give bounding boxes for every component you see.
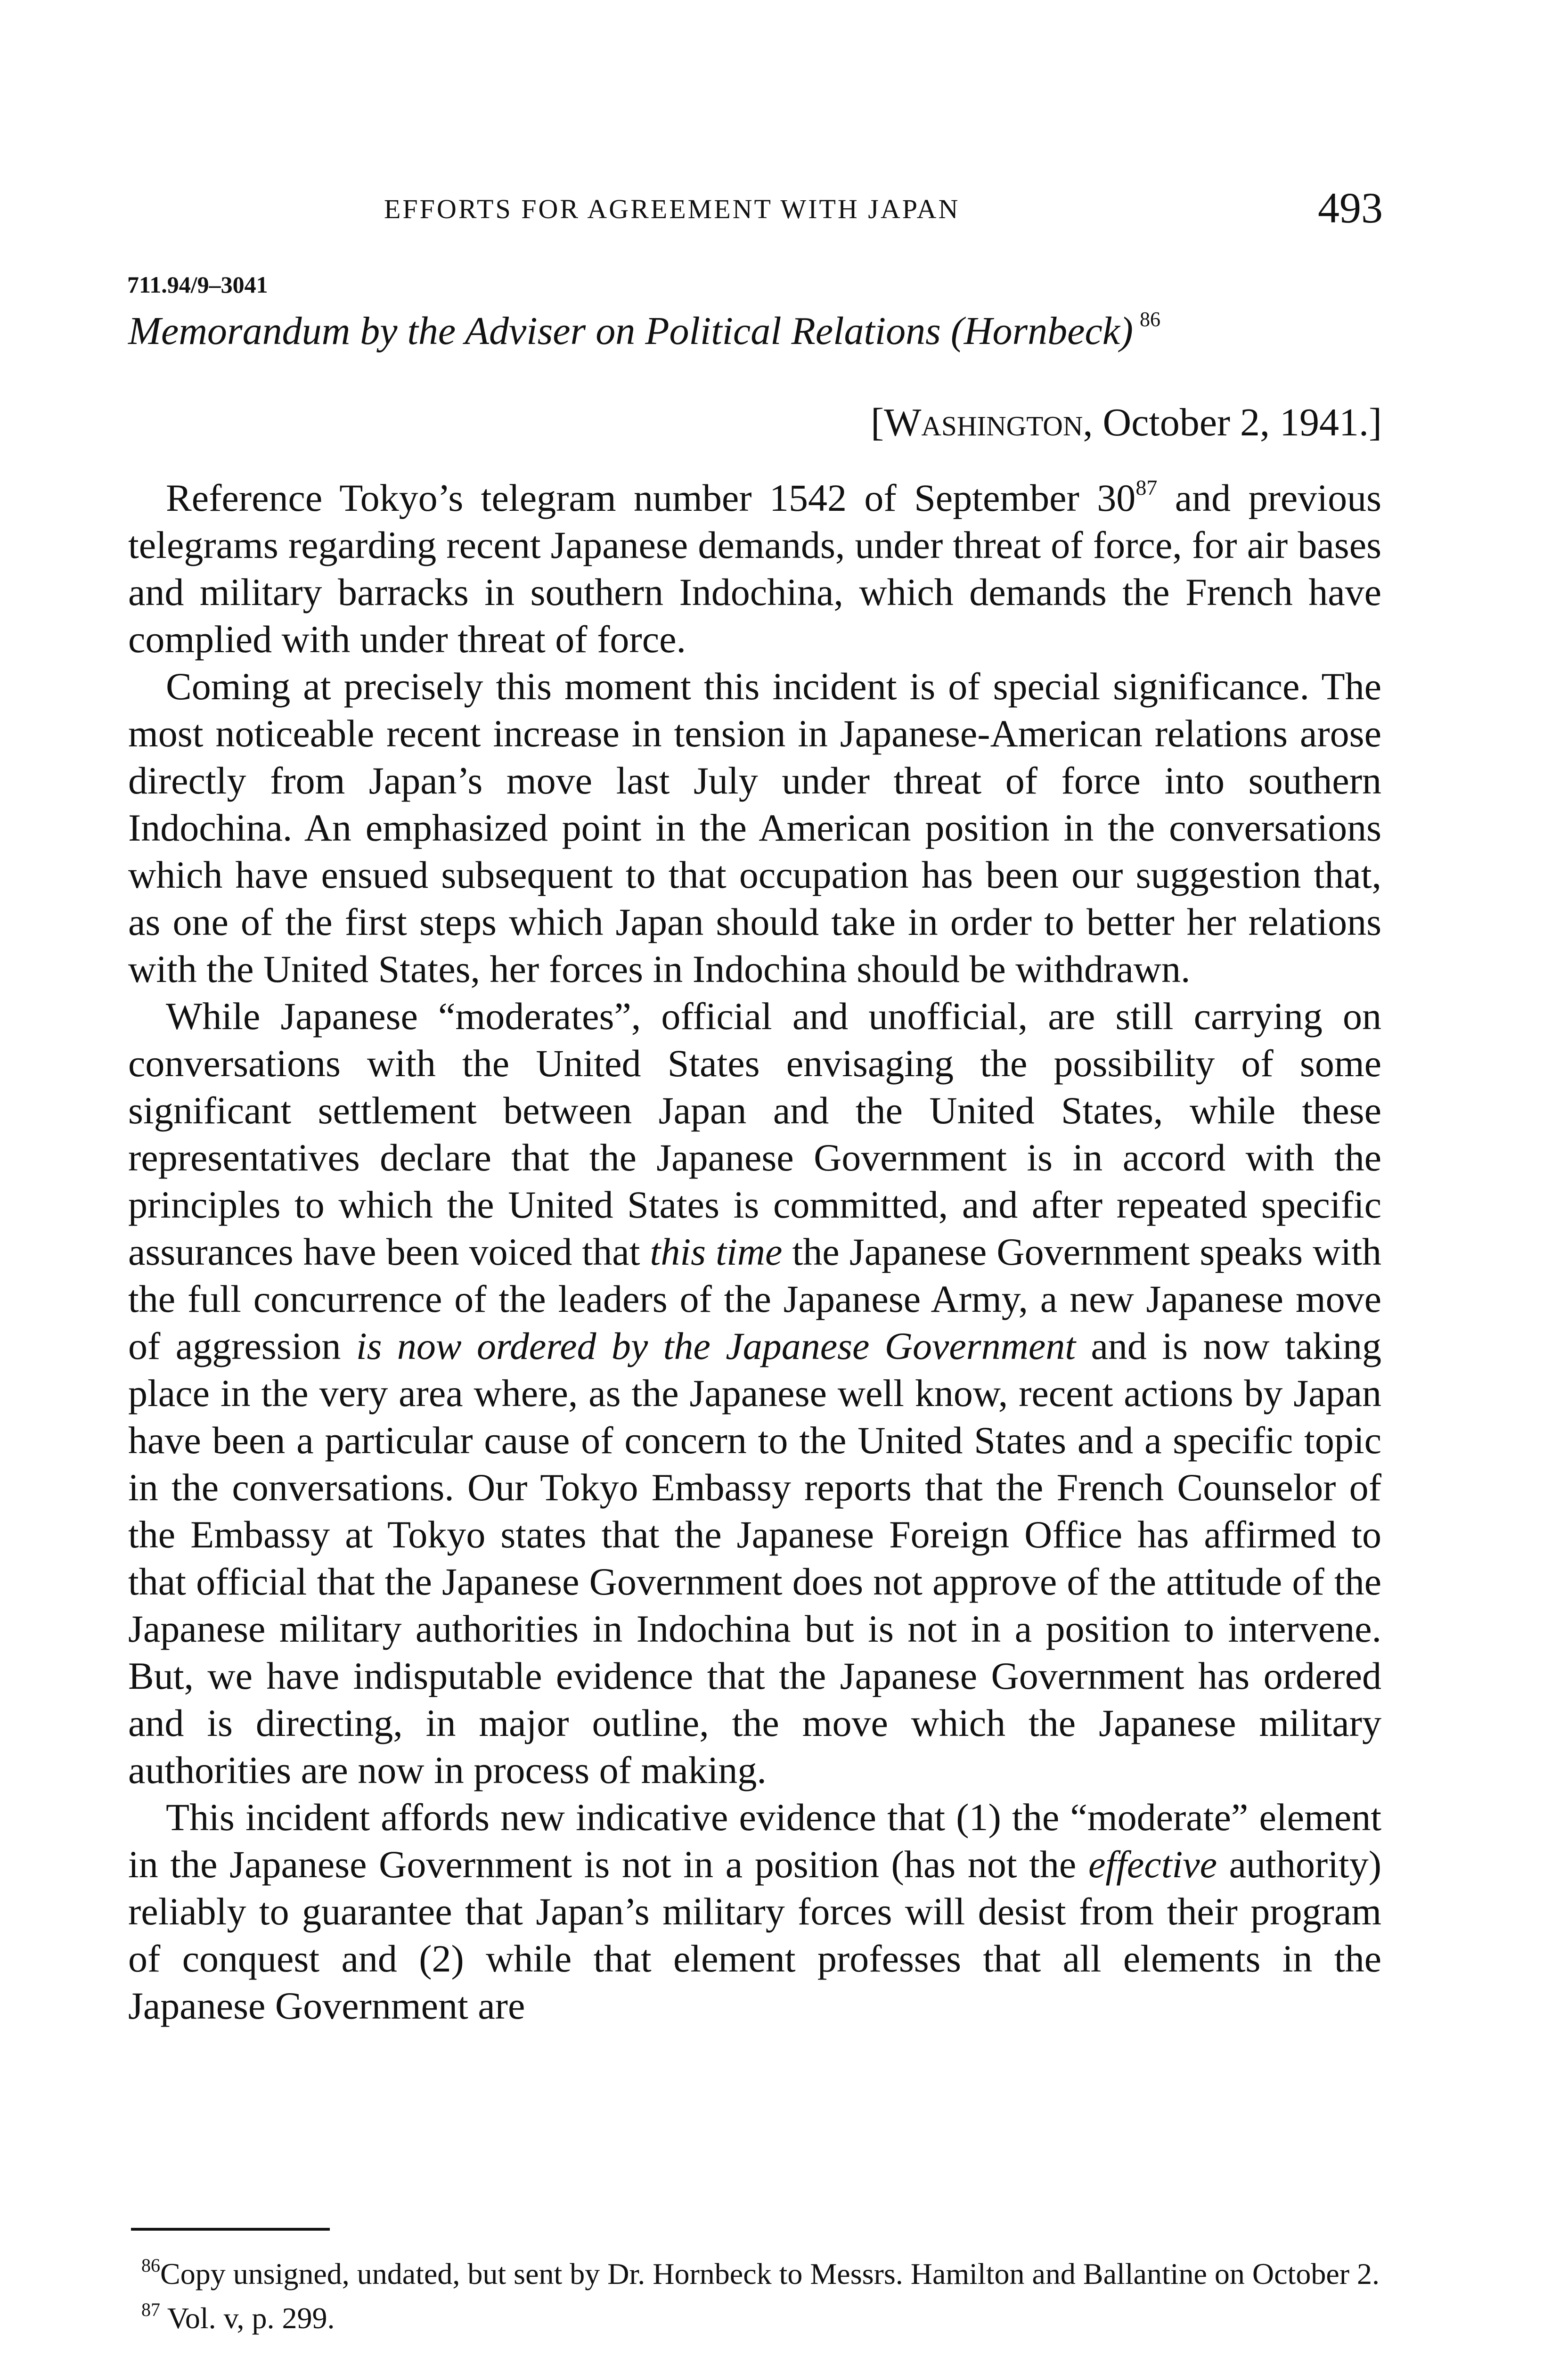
paragraph-3-text-a: While Japanese “moderates”, official and unofficial, are still carrying on conversations with the United States envisaging the possibility of some significant settlement between Japan and the United States, while these representatives declare that the Japanese Government is in accord with the principles to which the United States is committed, and after repeated specific assurances have been voiced that (128, 995, 1381, 1273)
document-title-text: Memorandum by the Adviser on Political Relations (Hornbeck) (128, 309, 1133, 353)
dateline-prefix: [ (871, 401, 884, 444)
running-title: EFFORTS FOR AGREEMENT WITH JAPAN (384, 194, 960, 224)
footnote-87 (132, 2292, 1381, 2336)
paragraph-3-text-b: the Japanese Government speaks with the full concurrence of the leaders of the Japanese Army, a new Japanese move of aggression (128, 1230, 1381, 1367)
paragraph-2: Coming at precisely this moment this incident is of special significance. The most noticeable recent increase in tension in Japanese-American relations arose directly from Japan’s move last July under threat of force into southern Indochina. An emphasized point in the American position in the conversations which have ensued subsequent to that occupation has been our suggestion that, as one of the first steps which Japan should take in order to better her relations with the United States, her forces in Indochina should be withdrawn. (128, 665, 1381, 990)
running-head (130, 183, 1383, 239)
paragraph-1-text-b: and previous telegrams regarding recent Japanese demands, under threat of force, for air bases and military barracks in southern Indochina, which demands the French have complied with under threat of force. (128, 476, 1382, 661)
footnote-86-text: Copy unsigned, undated, but sent by Dr. Hornbeck to Messrs. Hamilton and Ballantine on October 2. (160, 2257, 1380, 2291)
paragraph-3 (128, 993, 1381, 1794)
footnote-ref-87: 87 (1135, 475, 1158, 499)
dateline-date: , October 2, 1941.] (1083, 401, 1382, 444)
file-number: 711.94/9–3041 (127, 271, 268, 298)
memorandum-body (128, 464, 1381, 2029)
footnotes (132, 2248, 1381, 2336)
paragraph-4-text-a: This incident affords new indicative evidence that (1) the “moderate” element in the Japanese Government is not in a position (has not the (128, 1796, 1381, 1886)
paragraph-1 (128, 464, 1381, 663)
footnote-86-mark: 86 (141, 2255, 160, 2276)
document-title (128, 307, 1381, 354)
footnote-rule (131, 2228, 330, 2231)
paragraph-4-emphasis: effective (1088, 1843, 1217, 1886)
paragraph-3-text-c: and is now taking place in the very area where, as the Japanese well know, recent actions by Japan have been a particular cause of concern to the United States and a specific topic in the conversations. Our Tokyo Embassy reports that the French Counselor of the Embassy at Tokyo states that the Japanese Foreign Office has affirmed to that official that the Japanese Government does not approve of the attitude of the Japanese military authorities in Indochina but is not in a position to intervene. But, we have indisputable evidence that the Japanese Government has ordered and is directing, in major outline, the move which the Japanese military authorities are now in process of making. (128, 1325, 1381, 1792)
paragraph-1-text-a: Reference Tokyo’s telegram number 1542 of September 30 (166, 476, 1136, 519)
paragraph-3-emphasis-1: this time (650, 1230, 783, 1273)
page-number: 493 (1318, 184, 1383, 232)
footnote-87-text: Vol. v, p. 299. (160, 2301, 335, 2335)
paragraph-4 (128, 1794, 1381, 2029)
footnote-87-mark: 87 (141, 2299, 160, 2320)
footnote-86 (132, 2248, 1381, 2292)
paragraph-4-text-b: authority) reliably to guarantee that Japan’s military forces will desist from their program of conquest and (2) while that element professes that all elements in the Japanese Government are (128, 1843, 1382, 2027)
title-footnote-ref: 86 (1139, 308, 1160, 331)
dateline (871, 400, 1382, 445)
dateline-place: Washington (884, 401, 1083, 444)
paragraph-3-emphasis-2: is now ordered by the Japanese Government (356, 1325, 1076, 1367)
